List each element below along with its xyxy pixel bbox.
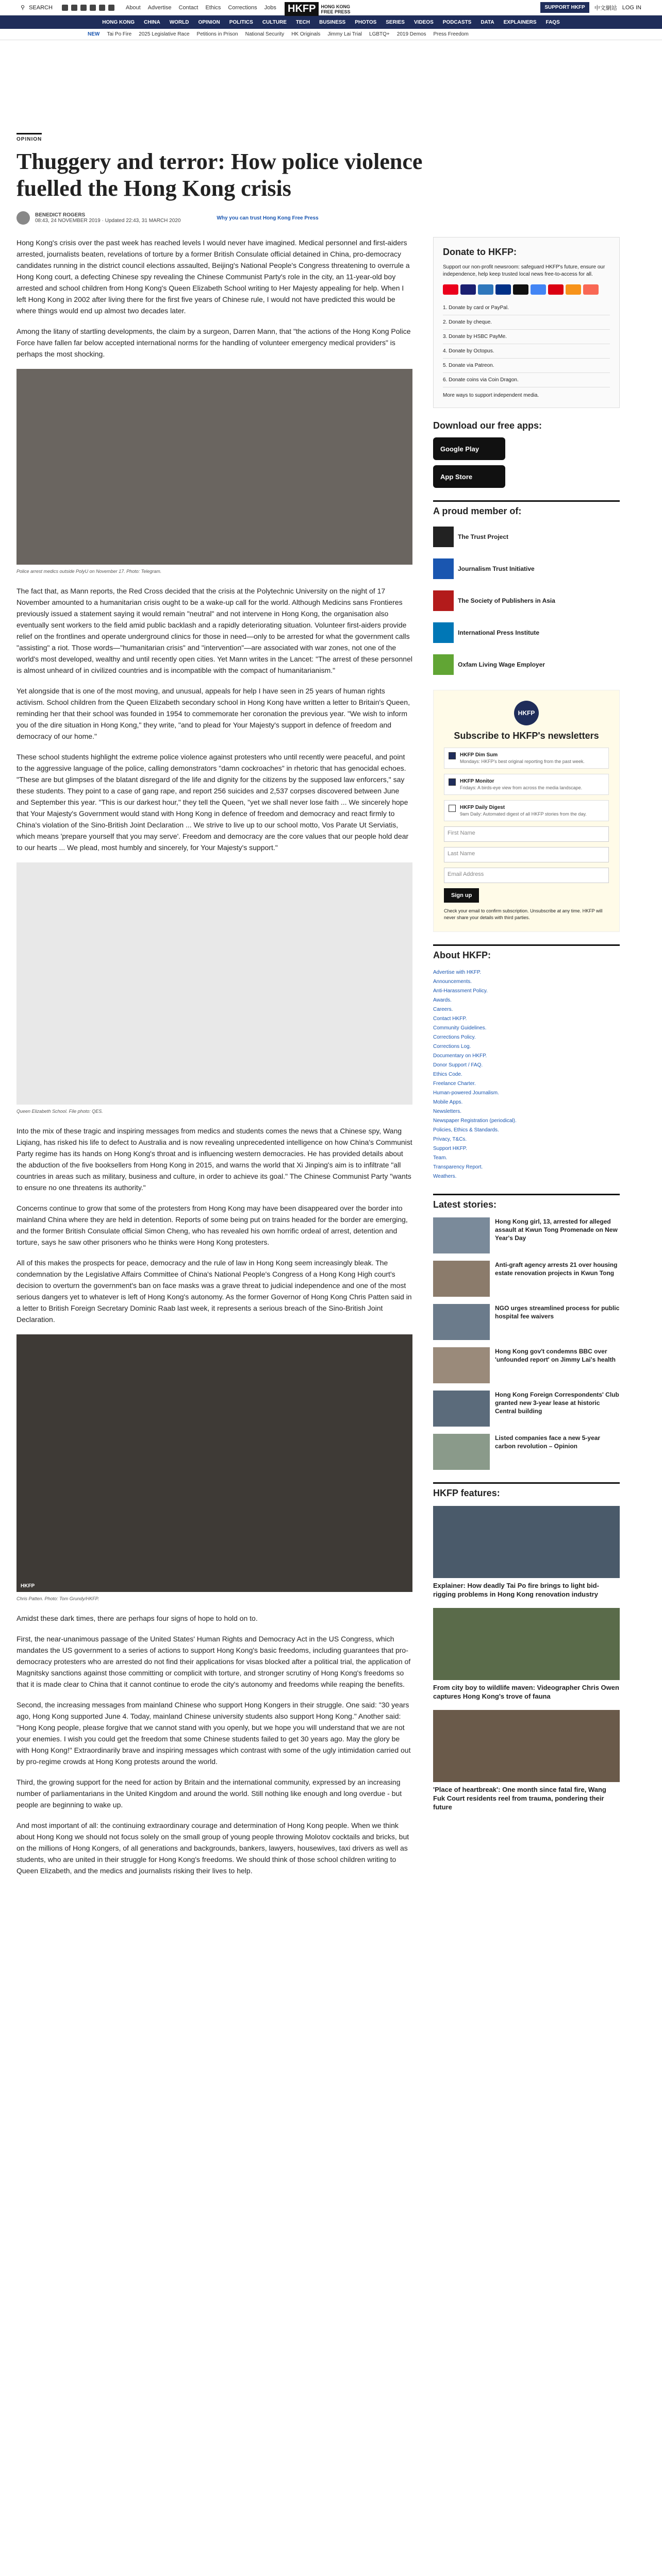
article-photo: [16, 369, 412, 565]
top-bar-right: [540, 2, 641, 13]
google-pay-icon: [531, 284, 546, 295]
trending-item[interactable]: LGBTQ+: [369, 31, 390, 37]
newsletter-note: Check your email to confirm subscription. Unsubscribe at any time. HKFP will never share your details with third parties.: [444, 908, 603, 920]
email-input[interactable]: Email Address: [444, 868, 609, 883]
about-link[interactable]: Mobile Apps.: [433, 1099, 463, 1105]
article-photo: [16, 862, 412, 1105]
nav-item[interactable]: PODCASTS: [442, 19, 472, 25]
trending-item[interactable]: 2025 Legislative Race: [139, 31, 190, 37]
article-paragraph: Among the litany of startling developments, the claim by a surgeon, Darren Mann, that "the actions of the Hong Kong Police Force have fallen far below accepted international norms for the handling of volunteer emergency medical providers" is perhaps the most shocking.: [16, 327, 411, 358]
site-logo[interactable]: [285, 2, 357, 16]
nav-item[interactable]: HONG KONG: [102, 19, 135, 25]
article-photo: [16, 1334, 412, 1592]
feature-title[interactable]: From city boy to wildlife maven: Videographer Chris Owen captures Hong Kong's trove of fauna: [433, 1684, 619, 1700]
logo-text: HONG KONG FREE PRESS: [321, 4, 351, 14]
latest-story[interactable]: [433, 1391, 620, 1427]
last-name-input[interactable]: Last Name: [444, 847, 609, 862]
story-thumbnail[interactable]: [433, 1217, 490, 1253]
article-paragraph: First, the near-unanimous passage of the United States' Human Rights and Democracy Act in the US Congress, which mandates the US government to a series of actions to support Hong Kong's basic freedoms, including guarantees that pro-democracy protesters who are arrested do not find their applications for visas blocked after a political trial, the application of Magnitsky sanctions against those committing or complicit with torture, and stronger scrutiny of Hong Kong's freedoms so that it is made clear to China that it cannot continue to erode the city's autonomy and freedoms while reaping the benefits.: [16, 1635, 411, 1688]
latest-story[interactable]: [433, 1304, 620, 1340]
member-logo[interactable]: [433, 588, 620, 614]
about-link[interactable]: Privacy, T&Cs.: [433, 1137, 467, 1142]
payme-icon: [548, 284, 564, 295]
photo-caption: Police arrest medics outside PolyU on November 17. Photo: Telegram.: [16, 569, 162, 574]
top-link[interactable]: Jobs: [264, 4, 276, 11]
top-links: [126, 5, 276, 11]
about-link[interactable]: Transparency Report.: [433, 1164, 483, 1170]
story-thumbnail[interactable]: [433, 1434, 490, 1470]
about-link[interactable]: Ethics Code.: [433, 1072, 462, 1077]
checkbox[interactable]: [449, 778, 456, 786]
article-title: Thuggery and terror: How police violence fuelled the Hong Kong crisis: [16, 149, 423, 201]
trending-item[interactable]: Jimmy Lai Trial: [327, 31, 362, 37]
latest-story[interactable]: [433, 1434, 620, 1470]
article-paragraph: Hong Kong's crisis over the past week has reached levels I would never have imagined. Medical personnel and first-aiders arrested, journalists beaten, revelations of torture by a former British Consulate official detained in China, pro-democracy candidates running in the district council elections assaulted, Beijing's National People's Congress threatening to overrule a Hong Kong court, a defecting Chinese spy revealing the Chinese Communist Party's role in the city, an 11-year-old boy arrested and school children from Hong Kong's Queen Elizabeth School writing to Her Majesty appealing for help. When I left Hong Kong in 2002 after living there for the first five years of Chinese rule, I would not have predicted this would be where things would end up almost two decades later.: [16, 239, 410, 315]
member-name: The Society of Publishers in Asia: [458, 597, 555, 604]
option-desc: Mondays: HKFP's best original reporting from the past week.: [460, 759, 585, 764]
apps-section: [433, 420, 620, 488]
donate-option[interactable]: 1. Donate by card or PayPal.: [443, 301, 610, 315]
newsletter-logo: HKFP: [514, 701, 539, 725]
member-logo[interactable]: [433, 620, 620, 646]
about-link[interactable]: Corrections Policy.: [433, 1035, 476, 1040]
nav-item[interactable]: POLITICS: [229, 19, 253, 25]
google-play-button[interactable]: Google Play: [433, 437, 505, 460]
top-link[interactable]: Contact: [178, 4, 198, 11]
member-name: International Press Institute: [458, 629, 540, 636]
features-title: HKFP features:: [433, 1482, 620, 1499]
donate-intro[interactable]: Support our non-profit newsroom: safeguard HKFP's future, ensure our independence, help keep trusted local news free-to-access for all.: [443, 264, 605, 277]
member-logo[interactable]: [433, 556, 620, 582]
donate-option[interactable]: 3. Donate by HSBC PayMe.: [443, 330, 610, 344]
article-paragraph: Concerns continue to grow that some of the protesters from Hong Kong may have been disappeared over the border into mainland China where they are held in detention. Reports of some being put on trains headed for the border are emerging, and the former British Consulate official Simon Cheng, who has revealed his own horrific ordeal of arrest, detention and torture, says he saw other prisoners who he thinks were Hong Kong protesters.: [16, 1204, 408, 1246]
top-link[interactable]: Advertise: [147, 4, 172, 11]
trending-item[interactable]: Press Freedom: [433, 31, 469, 37]
about-link[interactable]: Documentary on HKFP.: [433, 1053, 487, 1059]
payment-icons: [443, 284, 610, 295]
nav-item[interactable]: CHINA: [144, 19, 160, 25]
photo-caption: Queen Elizabeth School. File photo: QES.: [16, 1109, 103, 1114]
feature-image[interactable]: [433, 1710, 620, 1782]
login-link[interactable]: LOG IN: [622, 4, 641, 11]
story-thumbnail[interactable]: [433, 1261, 490, 1297]
about-link[interactable]: Team.: [433, 1155, 448, 1161]
ipi-icon: [433, 622, 454, 643]
donate-title: Donate to HKFP:: [443, 247, 517, 257]
story-title[interactable]: Hong Kong girl, 13, arrested for alleged assault at Kwun Tong Promenade on New Year's Day: [495, 1218, 618, 1242]
newsletter-title: Subscribe to HKFP's newsletters: [454, 731, 599, 741]
nav-item[interactable]: WORLD: [169, 19, 189, 25]
top-bar: [0, 0, 662, 15]
article-paragraph: Second, the increasing messages from mainland Chinese who support Hong Kongers in their struggle. One said: "30 years ago, Hong Kong supported June 4. Today, mainland Chinese university students also support Hong Kong." Another said: "Hong Kong people, please forgive that we cannot stand with you openly, but we hope you will understand that we are not your enemies. I wish you could get the freedom that some Chinese students failed to get 30 years ago. May the glory be with Hong Kong!" Extraordinarily brave and inspiring messages which contrast with some of the ugly intimidation carried out by pro-regime crowds at Hong Kong protests around the world.: [16, 1701, 411, 1766]
telegram-icon[interactable]: [99, 5, 105, 11]
signup-button[interactable]: Sign up: [444, 888, 479, 903]
apple-pay-icon: [513, 284, 528, 295]
new-label: NEW: [88, 31, 100, 37]
about-link[interactable]: Community Guidelines.: [433, 1025, 487, 1031]
bitcoin-icon: [566, 284, 581, 295]
donate-option[interactable]: 2. Donate by cheque.: [443, 315, 610, 330]
search-link[interactable]: SEARCH: [29, 4, 53, 11]
latest-story[interactable]: [433, 1347, 620, 1383]
about-link[interactable]: Newsletters.: [433, 1109, 462, 1114]
trending-item[interactable]: Tai Po Fire: [107, 31, 132, 37]
logo-box: HKFP: [285, 2, 319, 16]
top-bar-left: [21, 4, 540, 11]
latest-list: [433, 1217, 620, 1470]
option-name: HKFP Dim Sum: [460, 752, 498, 758]
trending-item[interactable]: 2019 Demos: [396, 31, 426, 37]
story-thumbnail[interactable]: [433, 1304, 490, 1340]
nav-item[interactable]: SERIES: [386, 19, 405, 25]
linkedin-icon[interactable]: [108, 5, 114, 11]
article-paragraph: These school students highlight the extreme police violence against protesters who until recently were peaceful, and point to the aggressive language of the police, calling demonstrators "damn cockroaches" in rhetoric that has genocidal echoes. "These are but glimpses of the blatant disregard of the life and dignity for the citizens by the supposed law enforcers," say these students. They point to a case of gang rape, and report 256 suicides and 2,537 corpses discovered between June and September this year. "This is our darkest hour," they tell the Queen, "yet we shall never lose faith ... We sincerely hope that Your Majesty's Government would stand with Hong Kong in defence of freedom and democracy and react firmly to China's violation of the Sino-British Joint Declaration ... We strive to live up to our school motto, Vos Parate Ut Serviatis, which means 'prepare yourself that you may serve'. Freedom and democracy are the core values that our people hold dear to our hearts ... We plead, most humbly and sincerely, for Your Majesty's support.": [16, 753, 409, 852]
oxfam-icon: [433, 654, 454, 675]
jti-icon: [433, 558, 454, 579]
latest-story[interactable]: [433, 1217, 620, 1253]
story-title[interactable]: Listed companies face a new 5-year carbon revolution – Opinion: [495, 1434, 601, 1450]
article-paragraph: Amidst these dark times, there are perhaps four signs of hope to hold on to.: [16, 1614, 258, 1622]
member-logo[interactable]: [433, 652, 620, 677]
twitter-icon[interactable]: [71, 5, 77, 11]
nav-item[interactable]: BUSINESS: [319, 19, 346, 25]
nav-item[interactable]: CULTURE: [262, 19, 287, 25]
feature-title[interactable]: 'Place of heartbreak': One month since fatal fire, Wang Fuk Court residents reel from trauma, pondering their future: [433, 1786, 606, 1811]
story-title[interactable]: Hong Kong gov't condemns BBC over 'unfounded report' on Jimmy Lai's health: [495, 1348, 616, 1363]
content-area: [16, 237, 646, 1886]
top-link[interactable]: Corrections: [228, 4, 257, 11]
photo-watermark: HKFP: [21, 1583, 35, 1589]
about-link[interactable]: Awards.: [433, 997, 452, 1003]
article-body: [16, 237, 412, 1886]
checkbox[interactable]: [449, 805, 456, 812]
photo-caption: Chris Patten. Photo: Tom Grundy/HKFP.: [16, 1596, 100, 1601]
about-link[interactable]: Freelance Charter.: [433, 1081, 476, 1087]
member-name: The Trust Project: [458, 533, 509, 540]
paypal-icon: [495, 284, 511, 295]
option-desc: Fridays: A birds-eye view from across the media landscape.: [460, 785, 583, 790]
donate-box: [433, 237, 620, 408]
sopa-icon: [433, 590, 454, 611]
author-name[interactable]: BENEDICT ROGERS: [35, 212, 86, 218]
story-title[interactable]: NGO urges streamlined process for public hospital fee waivers: [495, 1304, 620, 1320]
about-link[interactable]: Policies, Ethics & Standards.: [433, 1127, 499, 1133]
feature-image[interactable]: [433, 1506, 620, 1578]
donate-option[interactable]: 5. Donate via Patreon.: [443, 359, 610, 373]
feature-story[interactable]: [433, 1710, 620, 1811]
story-title[interactable]: Anti-graft agency arrests 21 over housing estate renovation projects in Kwun Tong: [495, 1261, 618, 1277]
about-link[interactable]: Advertise with HKFP.: [433, 970, 482, 975]
member-name: Journalism Trust Initiative: [458, 565, 535, 572]
trending-item[interactable]: National Security: [245, 31, 285, 37]
donate-options: [443, 301, 610, 387]
checkbox[interactable]: [449, 752, 456, 759]
language-link[interactable]: 中文網站: [594, 5, 617, 11]
newsletter-option[interactable]: [444, 774, 609, 795]
visa-icon: [460, 284, 476, 295]
nav-item[interactable]: PHOTOS: [355, 19, 377, 25]
donate-option[interactable]: 4. Donate by Octopus.: [443, 344, 610, 359]
article-paragraph: And most important of all: the continuing extraordinary courage and determination of Hong Kong people. When we think about Hong Kong we should not focus solely on the small group of young people throwing Molotov cocktails and bricks, but on the millions of Hong Kongers, of all generations and backgrounds, bankers, lawyers, housewives, taxi drivers as well as students, who are united in their struggle for Hong Kong's freedoms. We should think of those school children writing to Queen Elizabeth, and the medics and journalists risking their lives to help.: [16, 1821, 409, 1875]
category-label[interactable]: OPINION: [16, 133, 42, 142]
about-link[interactable]: Donor Support / FAQ.: [433, 1062, 483, 1068]
nav-item[interactable]: FAQS: [545, 19, 560, 25]
feature-story[interactable]: [433, 1506, 620, 1599]
nav-item[interactable]: OPINION: [198, 19, 220, 25]
author-avatar: [16, 211, 30, 225]
feature-story[interactable]: [433, 1608, 620, 1701]
mastercard-icon: [443, 284, 458, 295]
member-logo[interactable]: [433, 524, 620, 550]
apps-title: Download our free apps:: [433, 420, 542, 431]
about-link[interactable]: Contact HKFP.: [433, 1016, 467, 1022]
donate-more-link[interactable]: More ways to support independent media.: [443, 393, 539, 398]
nav-item[interactable]: EXPLAINERS: [503, 19, 537, 25]
about-title: About HKFP:: [433, 944, 620, 961]
about-link[interactable]: Corrections Log.: [433, 1044, 471, 1049]
amex-icon: [478, 284, 493, 295]
sidebar: [433, 237, 620, 1886]
nav-item[interactable]: TECH: [295, 19, 310, 25]
about-link[interactable]: Anti-Harassment Policy.: [433, 988, 488, 994]
search-icon[interactable]: ⚲: [21, 5, 25, 11]
option-name: HKFP Monitor: [460, 778, 494, 784]
about-list: [433, 968, 620, 1181]
article-paragraph: Third, the growing support for the need for action by Britain and the international community, expressed by an increasing number of parliamentarians in the United Kingdom and around the world. Still nothing like enough and long overdue - but people are beginning to wake up.: [16, 1778, 402, 1809]
nav-item[interactable]: DATA: [481, 19, 494, 25]
trending-item[interactable]: Petitions in Prison: [196, 31, 238, 37]
about-link[interactable]: Human-powered Journalism.: [433, 1090, 499, 1096]
top-link[interactable]: About: [125, 4, 141, 11]
newsletter-option[interactable]: [444, 748, 609, 769]
social-links: [62, 5, 114, 11]
article-date: 08:43, 24 NOVEMBER 2019 · Updated 22:43, 31 MARCH 2020: [35, 218, 181, 224]
byline: [16, 211, 646, 225]
top-link[interactable]: Ethics: [205, 4, 221, 11]
facebook-icon[interactable]: [62, 5, 68, 11]
trust-project-icon: [433, 527, 454, 547]
nav-item[interactable]: VIDEOS: [413, 19, 434, 25]
newsletter-box: [433, 690, 620, 932]
page-wrap: [16, 40, 646, 1886]
support-button[interactable]: SUPPORT HKFP: [540, 2, 589, 13]
option-name: HKFP Daily Digest: [460, 805, 505, 810]
story-thumbnail[interactable]: [433, 1391, 490, 1427]
about-link[interactable]: Weathers.: [433, 1174, 457, 1179]
patreon-icon: [583, 284, 599, 295]
about-link[interactable]: Announcements.: [433, 979, 472, 985]
about-link[interactable]: Newspaper Registration (periodical).: [433, 1118, 517, 1124]
member-title: A proud member of:: [433, 500, 620, 517]
article-paragraph: The fact that, as Mann reports, the Red Cross decided that the crisis at the Polytechnic University on the night of 17 November amounted to a humanitarian crisis ought to be a wake-up call for the world. Although Medicins sans Frontieres previously issued a statement saying it would remain "neutral" and not intervene in Hong Kong, the organisation also eventually sent workers to the field amid public backlash and a rapidly deteriorating situation. Volunteer first-aiders provide relief on the frontlines and operate underground clinics for those in need—only to be arrested for what the government calls "assisting" a riot. Those words—"humanitarian crisis" and "intervention"—are associated with war zones, not one of the world's most developed, wealthy and until recently open cities. Yet Mann writes in the Lancet: "The arrest of these personnel is almost unheard of in civilized countries and is incompatible with the compact of humanitarianism.": [16, 587, 412, 674]
instagram-icon[interactable]: [80, 5, 87, 11]
first-name-input[interactable]: First Name: [444, 826, 609, 842]
main-nav: [0, 15, 662, 29]
feature-image[interactable]: [433, 1608, 620, 1680]
latest-title: Latest stories:: [433, 1194, 620, 1210]
member-name: Oxfam Living Wage Employer: [458, 661, 545, 668]
latest-story[interactable]: [433, 1261, 620, 1297]
trending-item[interactable]: HK Originals: [291, 31, 321, 37]
member-list: [433, 524, 620, 677]
trending-bar: [0, 29, 662, 40]
app-store-button[interactable]: App Store: [433, 465, 505, 488]
article-paragraph: Into the mix of these tragic and inspiring messages from medics and students comes the news that a Chinese spy, Wang Liqiang, has risked his life to defect to Australia and is now revealing unprecedented intelligence on how China's Communist Party regime has its hands on Hong Kong's throat and is influencing western democracies. He has provided details about the abduction of the five booksellers from Hong Kong in 2015, and warns the world that Xi Jinping's aim is to infiltrate "all countries in areas such as military, business and culture, in order to achieve its goal." The Chinese Communist Party "wants to ensure no one threatens its authority.": [16, 1127, 412, 1192]
about-link[interactable]: Support HKFP.: [433, 1146, 467, 1151]
article-paragraph: All of this makes the prospects for peace, democracy and the rule of law in Hong Kong seem increasingly bleak. The condemnation by the Legislative Affairs Committee of China's National People's Congress of a Hong Kong High court's decision to overturn the government's ban on face masks was a grave threat to judicial independence and one of the most serious dangers yet to whatever is left of Hong Kong's autonomy. As the former Governor of Hong Kong Chris Patten said in a letter to British Foreign Secretary Dominic Raab last week, it represents a serious breach of the Sino-British Joint Declaration.: [16, 1259, 412, 1324]
story-title[interactable]: Hong Kong Foreign Correspondents' Club granted new 3-year lease at historic Central building: [495, 1391, 619, 1415]
trust-link[interactable]: Why you can trust Hong Kong Free Press: [217, 215, 319, 221]
article-paragraph: Yet alongside that is one of the most moving, and unusual, appeals for help I have seen in 25 years of human rights activism. School children from the Queen Elizabeth secondary school in Hong Kong have written a letter to Britain's Queen, reminding her that their school was founded in 1954 to commemorate her coronation the previous year. "We wish to inform you of the dire situation in Hong Kong," they write, "and to plead for Your Majesty's support in defence of freedom and democracy of our home.": [16, 687, 410, 740]
about-link[interactable]: Careers.: [433, 1007, 453, 1012]
donate-option[interactable]: 6. Donate coins via Coin Dragon.: [443, 373, 610, 387]
option-desc: 9am Daily: Automated digest of all HKFP stories from the day.: [460, 811, 587, 817]
feature-title[interactable]: Explainer: How deadly Tai Po fire brings to light bid-rigging problems in Hong Kong renovation industry: [433, 1582, 599, 1598]
story-thumbnail[interactable]: [433, 1347, 490, 1383]
newsletter-option[interactable]: [444, 800, 609, 821]
features-list: [433, 1506, 620, 1811]
youtube-icon[interactable]: [90, 5, 96, 11]
